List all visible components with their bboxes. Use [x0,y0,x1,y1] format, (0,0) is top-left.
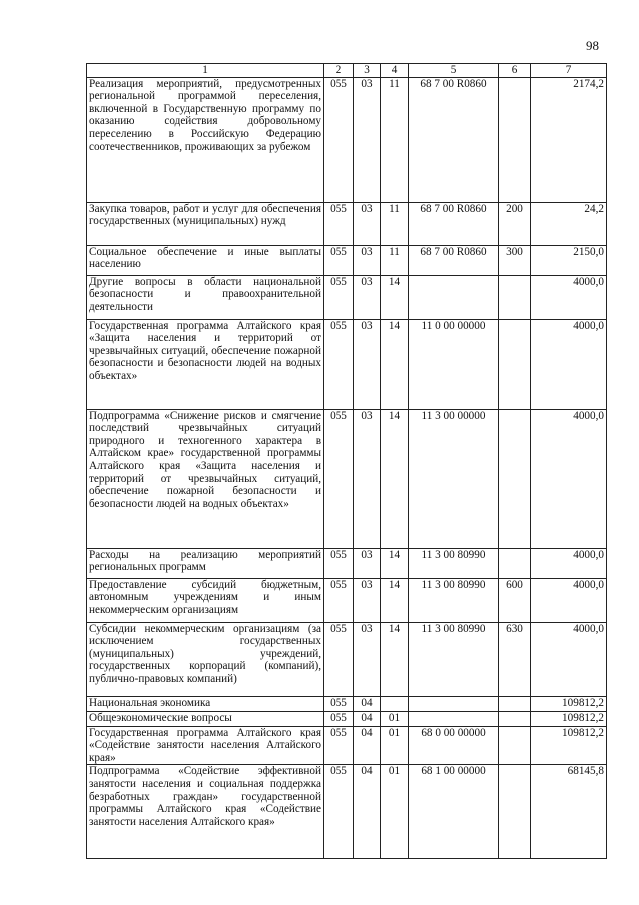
header-cell: 4 [381,64,409,78]
row-sum-cell: 2174,2 [531,77,607,202]
row-vr-cell [499,77,531,202]
row-gr-cell: 055 [324,275,354,319]
row-vr-cell: 200 [499,202,531,245]
table-row [87,275,607,319]
row-pr-cell: 11 [381,202,409,245]
row-name-cell: Расходы на реализацию мероприятий региональных программ [87,548,324,578]
row-csr-cell: 11 3 00 00000 [409,409,499,548]
row-csr-cell: 68 7 00 R0860 [409,202,499,245]
row-sum-cell: 4000,0 [531,275,607,319]
row-sum-cell: 109812,2 [531,696,607,711]
row-pr-cell: 14 [381,409,409,548]
row-rz-cell: 03 [354,409,381,548]
row-rz-cell: 03 [354,77,381,202]
header-cell: 1 [87,64,324,78]
row-vr-cell [499,275,531,319]
row-sum-cell: 68145,8 [531,765,607,859]
row-pr-cell: 11 [381,245,409,275]
row-pr-cell: 01 [381,726,409,765]
row-sum-cell: 4000,0 [531,548,607,578]
row-rz-cell: 04 [354,765,381,859]
row-gr-cell: 055 [324,696,354,711]
row-rz-cell: 03 [354,548,381,578]
budget-table [86,63,607,859]
row-pr-cell: 01 [381,765,409,859]
row-vr-cell [499,409,531,548]
row-gr-cell: 055 [324,726,354,765]
row-name-cell: Другие вопросы в области национальной безопасности и правоохранительной деятельности [87,275,324,319]
row-name-cell: Субсидии некоммерческим организациям (за исключением государственных (муниципальных) учреждений, государственных корпораций (компаний), публично-правовых компаний) [87,622,324,696]
row-vr-cell [499,726,531,765]
row-vr-cell: 630 [499,622,531,696]
table-row [87,622,607,696]
row-pr-cell: 14 [381,275,409,319]
row-rz-cell: 03 [354,202,381,245]
row-name-cell: Государственная программа Алтайского края «Защита населения и территорий от чрезвычайных ситуаций, обеспечение пожарной безопасности и безопасности людей на водных объектах» [87,319,324,409]
row-rz-cell: 03 [354,245,381,275]
row-rz-cell: 03 [354,622,381,696]
row-gr-cell: 055 [324,77,354,202]
header-cell: 7 [531,64,607,78]
row-name-cell: Общеэкономические вопросы [87,711,324,726]
row-name-cell: Реализация мероприятий, предусмотренных региональной программой переселения, включенной в Государственную программу по оказанию содействия добровольному переселению в Российскую Федерацию соотечественников, проживающих за рубежом [87,77,324,202]
row-gr-cell: 055 [324,578,354,622]
table-row [87,245,607,275]
row-sum-cell: 109812,2 [531,711,607,726]
row-rz-cell: 03 [354,319,381,409]
table-body [87,77,607,859]
page-number: 98 [586,38,599,53]
row-name-cell: Государственная программа Алтайского края «Содействие занятости населения Алтайского края» [87,726,324,765]
table-row [87,578,607,622]
row-name-cell: Закупка товаров, работ и услуг для обеспечения государственных (муниципальных) нужд [87,202,324,245]
row-rz-cell: 04 [354,696,381,711]
row-sum-cell: 2150,0 [531,245,607,275]
row-csr-cell: 68 7 00 R0860 [409,77,499,202]
row-sum-cell: 24,2 [531,202,607,245]
row-gr-cell: 055 [324,319,354,409]
table-row [87,696,607,711]
header-row [87,64,607,78]
row-pr-cell: 14 [381,622,409,696]
row-rz-cell: 03 [354,275,381,319]
row-name-cell: Национальная экономика [87,696,324,711]
row-rz-cell: 03 [354,578,381,622]
row-sum-cell: 109812,2 [531,726,607,765]
table-row [87,548,607,578]
row-csr-cell: 11 3 00 80990 [409,622,499,696]
row-csr-cell: 11 0 00 00000 [409,319,499,409]
row-vr-cell [499,696,531,711]
row-vr-cell [499,765,531,859]
row-csr-cell [409,275,499,319]
row-csr-cell [409,711,499,726]
row-vr-cell [499,711,531,726]
row-sum-cell: 4000,0 [531,409,607,548]
row-gr-cell: 055 [324,622,354,696]
table-row [87,409,607,548]
header-cell: 2 [324,64,354,78]
row-rz-cell: 04 [354,726,381,765]
row-sum-cell: 4000,0 [531,622,607,696]
row-name-cell: Социальное обеспечение и иные выплаты населению [87,245,324,275]
row-csr-cell: 68 7 00 R0860 [409,245,499,275]
table-row [87,77,607,202]
row-pr-cell: 14 [381,548,409,578]
table-row [87,319,607,409]
row-csr-cell: 68 0 00 00000 [409,726,499,765]
row-vr-cell [499,319,531,409]
row-rz-cell: 04 [354,711,381,726]
header-cell: 3 [354,64,381,78]
row-vr-cell: 300 [499,245,531,275]
row-gr-cell: 055 [324,548,354,578]
row-csr-cell: 68 1 00 00000 [409,765,499,859]
table-row [87,765,607,859]
row-vr-cell: 600 [499,578,531,622]
row-vr-cell [499,548,531,578]
row-gr-cell: 055 [324,245,354,275]
row-name-cell: Подпрограмма «Снижение рисков и смягчение последствий чрезвычайных ситуаций природного и техногенного характера в Алтайском крае» государственной программы Алтайского края «Защита населения и территорий от чрезвычайных ситуаций, обеспечение пожарной безопасности и безопасности людей на водных объектах» [87,409,324,548]
row-sum-cell: 4000,0 [531,319,607,409]
row-csr-cell [409,696,499,711]
row-gr-cell: 055 [324,711,354,726]
row-sum-cell: 4000,0 [531,578,607,622]
row-pr-cell [381,696,409,711]
table-row [87,202,607,245]
row-gr-cell: 055 [324,202,354,245]
row-name-cell: Подпрограмма «Содействие эффективной занятости населения и социальная поддержка безработных граждан» государственной программы Алтайского края «Содействие занятости населения Алтайского края» [87,765,324,859]
table-row [87,726,607,765]
row-csr-cell: 11 3 00 80990 [409,548,499,578]
row-gr-cell: 055 [324,409,354,548]
header-cell: 6 [499,64,531,78]
row-name-cell: Предоставление субсидий бюджетным, автономным учреждениям и иным некоммерческим организациям [87,578,324,622]
row-csr-cell: 11 3 00 80990 [409,578,499,622]
header-cell: 5 [409,64,499,78]
row-pr-cell: 14 [381,578,409,622]
row-pr-cell: 11 [381,77,409,202]
row-gr-cell: 055 [324,765,354,859]
table-row [87,711,607,726]
row-pr-cell: 14 [381,319,409,409]
row-pr-cell: 01 [381,711,409,726]
